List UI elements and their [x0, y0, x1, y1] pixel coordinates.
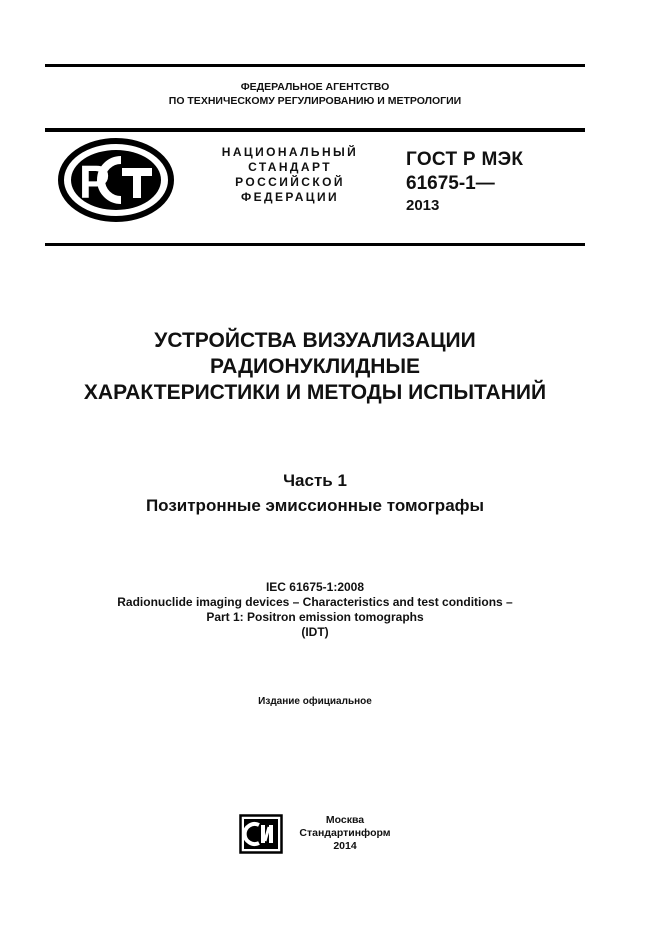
gost-line-1: ГОСТ Р МЭК: [406, 149, 524, 170]
part-number: Часть 1: [283, 471, 347, 490]
svg-text:Р: Р: [79, 156, 110, 208]
gost-designation: [406, 148, 523, 216]
title-line-1: УСТРОЙСТВА ВИЗУАЛИЗАЦИИ: [154, 329, 476, 352]
iec-idt: (IDT): [301, 625, 329, 639]
iec-reference: [30, 580, 600, 640]
type-line-3: РОССИЙСКОЙ: [235, 175, 345, 189]
publisher-block: [290, 814, 400, 853]
type-line-4: ФЕДЕРАЦИИ: [240, 190, 340, 204]
rst-gost-logo-icon: [58, 138, 174, 222]
agency-name: [45, 80, 585, 108]
agency-line-1: ФЕДЕРАЛЬНОЕ АГЕНТСТВО: [240, 81, 390, 93]
iec-title-line-1: Radionuclide imaging devices – Characteristics and test conditions –: [117, 595, 513, 609]
part-name: Позитронные эмиссионные томографы: [145, 496, 485, 515]
publisher-name: Стандартинформ: [299, 827, 391, 839]
national-standard-label: [210, 145, 370, 205]
part-heading: [30, 468, 600, 518]
type-line-2: СТАНДАРТ: [248, 160, 332, 174]
iec-title-line-2: Part 1: Positron emission tomographs: [206, 610, 424, 624]
top-rule: [45, 64, 585, 67]
gost-line-3: 2013: [406, 197, 440, 214]
title-line-2: РАДИОНУКЛИДНЫЕ: [209, 355, 421, 378]
document-title: [30, 328, 600, 406]
standartinform-logo-icon: [239, 814, 283, 854]
bottom-rule: [45, 243, 585, 246]
gost-line-2: 61675-1—: [406, 173, 495, 194]
publisher-city: Москва: [325, 814, 365, 826]
type-line-1: НАЦИОНАЛЬНЫЙ: [221, 145, 359, 159]
agency-line-2: ПО ТЕХНИЧЕСКОМУ РЕГУЛИРОВАНИЮ И МЕТРОЛОГИИ: [168, 95, 462, 107]
edition-label: Издание официальное: [258, 696, 372, 707]
title-line-3: ХАРАКТЕРИСТИКИ И МЕТОДЫ ИСПЫТАНИЙ: [83, 381, 547, 404]
publisher-year: 2014: [333, 840, 357, 852]
iec-code: IEC 61675-1:2008: [265, 580, 365, 594]
middle-rule: [45, 128, 585, 132]
